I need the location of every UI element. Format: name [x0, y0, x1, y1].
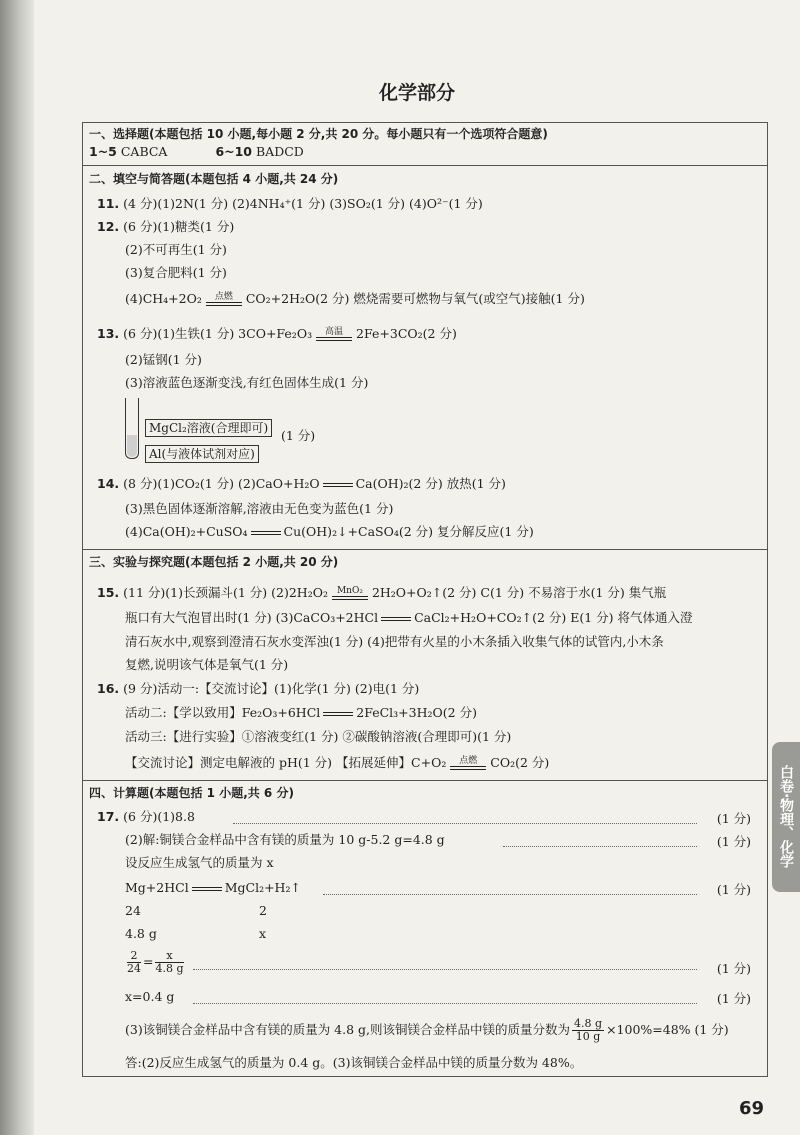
- q17-answer-1: 17. (6 分)(1)8.8: [97, 809, 195, 824]
- q17-score-3: (1 分): [716, 882, 751, 897]
- q12-answer-1: 12. (6 分)(1)糖类(1 分): [97, 219, 235, 234]
- q17-score-4: (1 分): [716, 961, 751, 976]
- section3-heading: 三、实验与探究题(本题包括 2 小题,共 20 分): [89, 555, 339, 569]
- q15-answer-3: 清石灰水中,观察到澄清石灰水变浑浊(1 分) (4)把带有火星的小木条插入收集气体的试管内,小木条: [125, 634, 664, 649]
- answer-table: [82, 122, 768, 1077]
- q16-answer-4: 【交流讨论】测定电解液的 pH(1 分) 【拓展延伸】C+O₂ 点燃 CO₂(2 分): [125, 755, 550, 770]
- q13-label-solution: MgCl₂溶液(合理即可): [145, 419, 272, 437]
- q17-answer-part3: (3)该铜镁合金样品中含有镁的质量为 4.8 g,则该铜镁合金样品中镁的质量分数为 $\frac{4.8 g}{10 g}$ ×100%=48% (1 分): [125, 1017, 729, 1043]
- q17-ratio-bottom-left: 4.8 g: [125, 926, 157, 941]
- q17-ratio-bottom-right: x: [259, 926, 267, 941]
- section4-divider: [83, 780, 767, 781]
- q16-answer-3: 活动三:【进行实验】①溶液变红(1 分) ②碳酸钠溶液(合理即可)(1 分): [125, 729, 512, 744]
- test-tube-icon: [125, 398, 139, 459]
- q17-ratio-top-left: 24: [125, 903, 141, 918]
- q12-answer-3: (3)复合肥料(1 分): [125, 265, 227, 280]
- leader-dots: [193, 1003, 697, 1004]
- q13-answer-2: (2)锰钢(1 分): [125, 352, 202, 367]
- q13-label-metal: Al(与液体试剂对应): [145, 445, 259, 463]
- page-title: 化学部分: [378, 82, 455, 104]
- section3-divider: [83, 549, 767, 550]
- q11-answer: 11. (4 分)(1)2N(1 分) (2)4NH₄⁺(1 分) (3)SO₂(1 分) (4)O²⁻(1 分): [97, 196, 483, 211]
- q15-answer-4: 复燃,说明该气体是氧气(1 分): [125, 657, 289, 672]
- q16-answer-2: 活动二:【学以致用】Fe₂O₃+6HCl 2FeCl₃+3H₂O(2 分): [125, 705, 477, 720]
- q13-diagram-score: (1 分): [281, 428, 316, 443]
- q14-answer-3: (4)Ca(OH)₂+CuSO₄ Cu(OH)₂↓+CaSO₄(2 分) 复分解反应(1 分): [125, 524, 534, 539]
- section1-answers: 1~5 CABCA 6~10 BADCD: [89, 144, 304, 159]
- answer-page: [34, 0, 800, 1135]
- q17-answer-2: (2)解:铜镁合金样品中含有镁的质量为 10 g-5.2 g=4.8 g: [125, 832, 445, 847]
- q17-score-1: (1 分): [716, 811, 751, 826]
- q12-answer-4: (4)CH₄+2O₂ 点燃 CO₂+2H₂O(2 分) 燃烧需要可燃物与氧气(或空气)接触(1 分): [125, 291, 585, 306]
- q17-ratio-top-right: 2: [259, 903, 267, 918]
- q15-answer-2: 瓶口有大气泡冒出时(1 分) (3)CaCO₃+2HCl CaCl₂+H₂O+CO₂↑(2 分) E(1 分) 将气体通入澄: [125, 610, 693, 625]
- leader-dots: [323, 894, 697, 895]
- section1-heading: 一、选择题(本题包括 10 小题,每小题 2 分,共 20 分。每小题只有一个选项符合题意): [89, 127, 548, 141]
- section2-heading: 二、填空与简答题(本题包括 4 小题,共 24 分): [89, 172, 339, 186]
- q17-proportion: $\frac{2}{24}$ = $\frac{x}{4.8 g}$: [127, 949, 184, 975]
- q17-equation: Mg+2HCl MgCl₂+H₂↑: [125, 880, 301, 895]
- q17-result: x=0.4 g: [125, 989, 175, 1004]
- q13-answer-3: (3)溶液蓝色逐渐变浅,有红色固体生成(1 分): [125, 375, 369, 390]
- leader-dots: [193, 969, 697, 970]
- page-number: 69: [738, 1098, 764, 1119]
- q15-answer-1: 15. (11 分)(1)长颈漏斗(1 分) (2)2H₂O₂ MnO₂ 2H₂O+O₂↑(2 分) C(1 分) 不易溶于水(1 分) 集气瓶: [97, 585, 667, 600]
- q17-score-2: (1 分): [716, 834, 751, 849]
- q14-answer-1: 14. (8 分)(1)CO₂(1 分) (2)CaO+H₂O Ca(OH)₂(2 分) 放热(1 分): [97, 476, 506, 491]
- q14-answer-2: (3)黑色固体逐渐溶解,溶液由无色变为蓝色(1 分): [125, 501, 394, 516]
- q17-score-5: (1 分): [716, 991, 751, 1006]
- leader-dots: [233, 823, 697, 824]
- q17-answer-3: 设反应生成氢气的质量为 x: [125, 855, 274, 870]
- leader-dots: [503, 846, 697, 847]
- section2-divider: [83, 165, 767, 166]
- section4-heading: 四、计算题(本题包括 1 小题,共 6 分): [89, 786, 294, 800]
- book-spine: [0, 0, 34, 1135]
- subject-tab: 白卷·物理、化学: [772, 742, 800, 892]
- q16-answer-1: 16. (9 分)活动一:【交流讨论】(1)化学(1 分) (2)电(1 分): [97, 681, 420, 696]
- q12-answer-2: (2)不可再生(1 分): [125, 242, 227, 257]
- q17-final-answer: 答:(2)反应生成氢气的质量为 0.4 g。(3)该铜镁合金样品中镁的质量分数为 48%。: [125, 1055, 583, 1070]
- q13-answer-1: 13. (6 分)(1)生铁(1 分) 3CO+Fe₂O₃ 高温 2Fe+3CO₂(2 分): [97, 326, 457, 341]
